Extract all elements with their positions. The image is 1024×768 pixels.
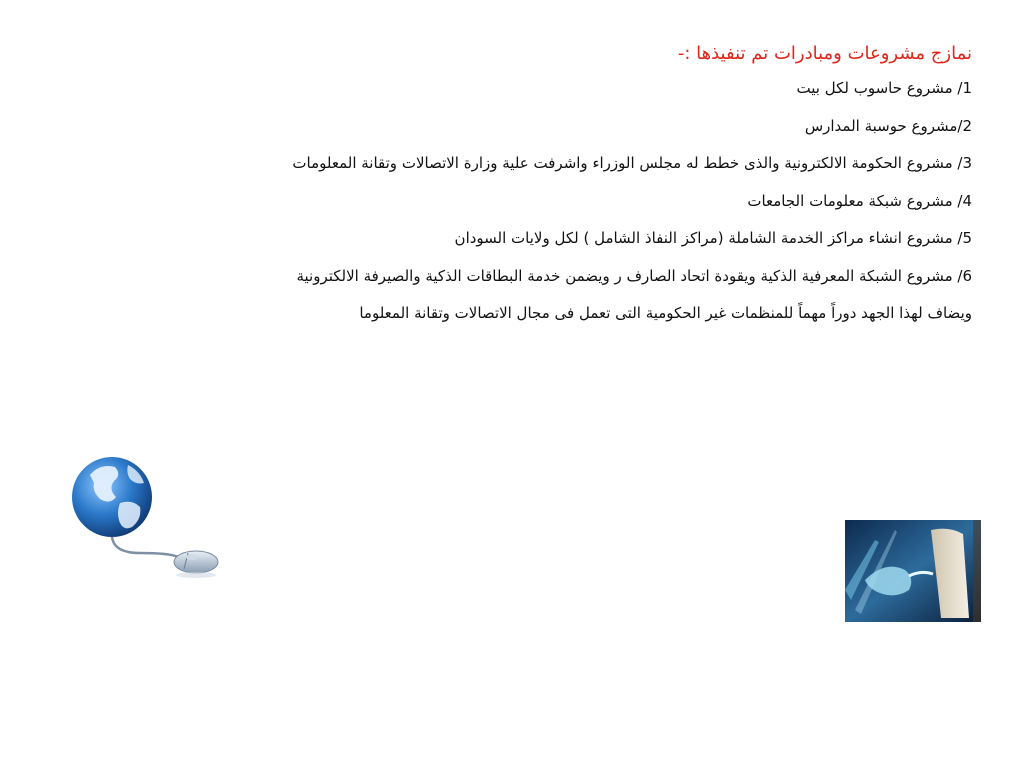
list-item: 2/مشروع حوسبة المدارس [804, 116, 972, 135]
list-item: 1/ مشروع حاسوب لكل بيت [796, 79, 972, 97]
list-item: 6/ مشروع الشبكة المعرفية الذكية ويقودة اتحاد الصارف ر ويضمن خدمة البطاقات الذكية والصيرفة الالكترونية [296, 266, 972, 285]
list-item: 5/ مشروع انشاء مراكز الخدمة الشاملة (مراكز النفاذ الشامل ) لكل ولايات السودان [454, 229, 972, 247]
list-item: 4/ مشروع شبكة معلومات الجامعات [747, 191, 972, 210]
tech-hand-image [845, 520, 981, 622]
slide-text-block [112, 42, 972, 341]
slide-title: نمازج مشروعات ومبادرات تم تنفيذها :- [677, 43, 972, 64]
list-item: 3/ مشروع الحكومة الالكترونية والذى خطط له مجلس الوزراء واشرفت علية وزارة الاتصالات وتقانة المعلومات [292, 154, 972, 172]
list-item: ويضاف لهذا الجهد دوراً مهماً للمنظمات غير الحكومية التى تعمل فى مجال الاتصالات وتقانة المعلوما [359, 304, 972, 322]
mouse-icon [174, 551, 218, 573]
globe-mouse-image [70, 445, 230, 585]
